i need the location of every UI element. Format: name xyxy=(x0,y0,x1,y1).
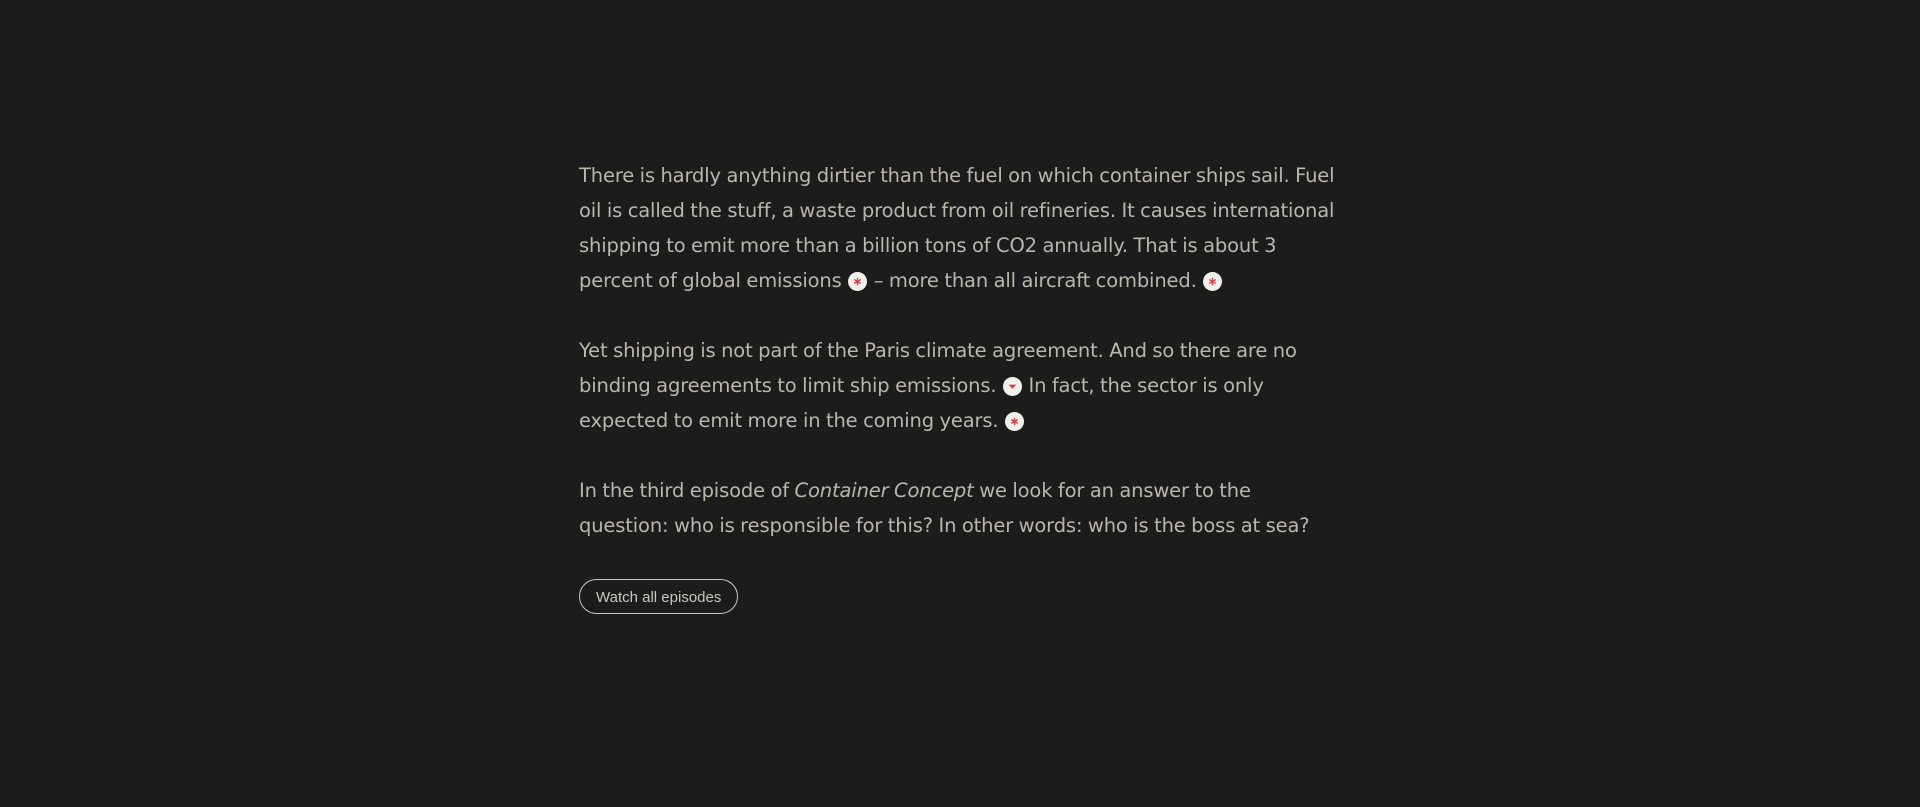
paragraph-paris-agreement xyxy=(579,333,1339,438)
chevron-down-icon xyxy=(1003,377,1022,396)
paragraph-episode-text-b: we look for an answer to the question: who is responsible for this? In other words: who is the boss at sea? xyxy=(579,479,1310,537)
source-reference-emissions[interactable] xyxy=(848,272,867,291)
paragraph-fuel-text-b: – more than all aircraft combined. xyxy=(868,269,1197,292)
series-title: Container Concept xyxy=(794,479,974,502)
watch-all-episodes-button[interactable]: Watch all episodes xyxy=(579,579,738,614)
paragraph-fuel xyxy=(579,158,1339,298)
article-intro xyxy=(579,158,1339,614)
source-reference-future-emissions[interactable] xyxy=(1005,412,1024,431)
asterisk-icon xyxy=(848,272,867,291)
paragraph-fuel-text-a: There is hardly anything dirtier than the fuel on which container ships sail. Fuel oil is called the stuff, a waste product from oil refineries. It causes international shipping to emit more than a billion tons of CO2 annually. That is about 3 percent of global emissions xyxy=(579,164,1335,292)
paragraph-paris-text-b: In fact, the sector is only expected to emit more in the coming years. xyxy=(579,374,1264,432)
paragraph-episode xyxy=(579,473,1339,543)
source-reference-aircraft[interactable] xyxy=(1203,272,1222,291)
source-reference-agreements[interactable] xyxy=(1003,377,1022,396)
asterisk-icon xyxy=(1203,272,1222,291)
paragraph-paris-text-a: Yet shipping is not part of the Paris climate agreement. And so there are no binding agreements to limit ship emissions. xyxy=(579,339,1297,397)
asterisk-icon xyxy=(1005,412,1024,431)
paragraph-episode-text-a: In the third episode of xyxy=(579,479,795,502)
